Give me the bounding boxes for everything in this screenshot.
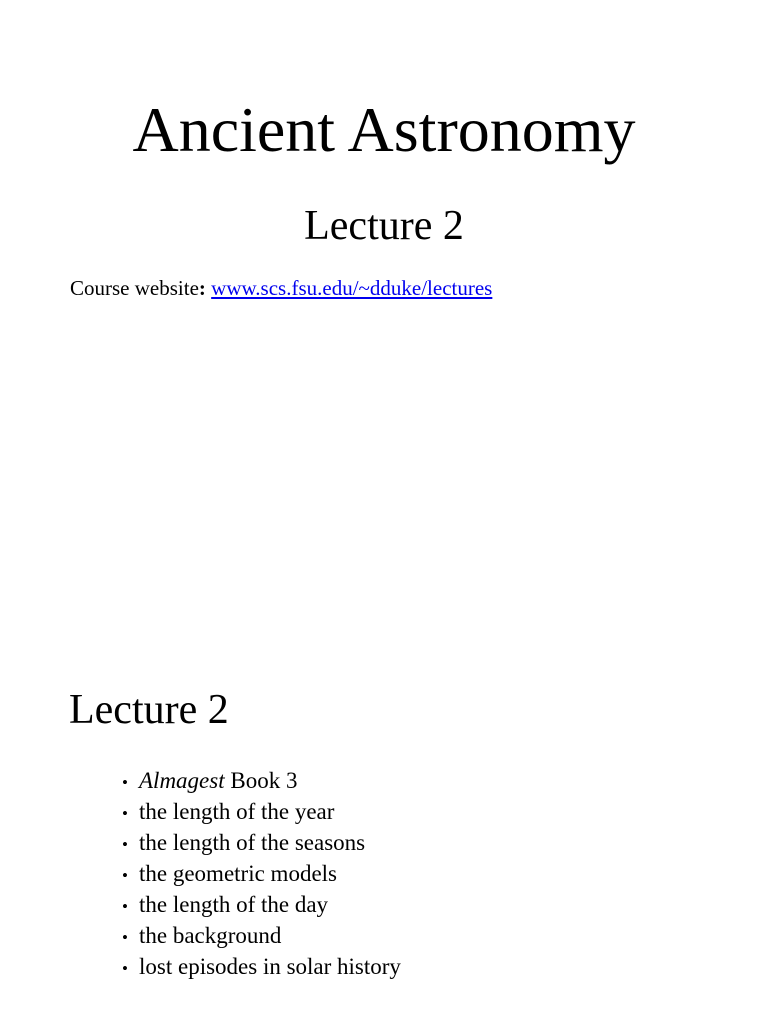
- bullet-icon: •: [122, 804, 128, 823]
- bullet-icon: •: [122, 773, 128, 792]
- list-item-text: the length of the year: [139, 799, 335, 824]
- topic-list: [122, 766, 401, 983]
- list-item: [122, 828, 401, 859]
- list-item: [122, 921, 401, 952]
- list-item-text: lost episodes in solar history: [139, 954, 401, 979]
- list-item: [122, 766, 401, 797]
- list-item: [122, 859, 401, 890]
- bullet-icon: •: [122, 897, 128, 916]
- course-website-link[interactable]: www.scs.fsu.edu/~dduke/lectures: [211, 276, 493, 300]
- list-item-italic: Almagest: [139, 768, 225, 793]
- bullet-icon: •: [122, 959, 128, 978]
- list-item: [122, 797, 401, 828]
- list-item: [122, 890, 401, 921]
- list-item-text: the length of the day: [139, 892, 329, 917]
- lecture-subtitle: Lecture 2: [304, 203, 464, 249]
- section-heading: Lecture 2: [69, 687, 229, 733]
- course-website-line: [70, 275, 492, 301]
- bullet-icon: •: [122, 835, 128, 854]
- list-item-text: the background: [139, 923, 282, 948]
- page-title: Ancient Astronomy: [132, 94, 636, 165]
- course-website-label: Course website: [70, 276, 199, 300]
- list-item-text: the length of the seasons: [139, 830, 366, 855]
- course-website-colon: :: [198, 276, 206, 300]
- list-item-text: Book 3: [224, 768, 298, 793]
- bullet-icon: •: [122, 866, 128, 885]
- list-item-text: the geometric models: [139, 861, 337, 886]
- bullet-icon: •: [122, 928, 128, 947]
- list-item: [122, 952, 401, 983]
